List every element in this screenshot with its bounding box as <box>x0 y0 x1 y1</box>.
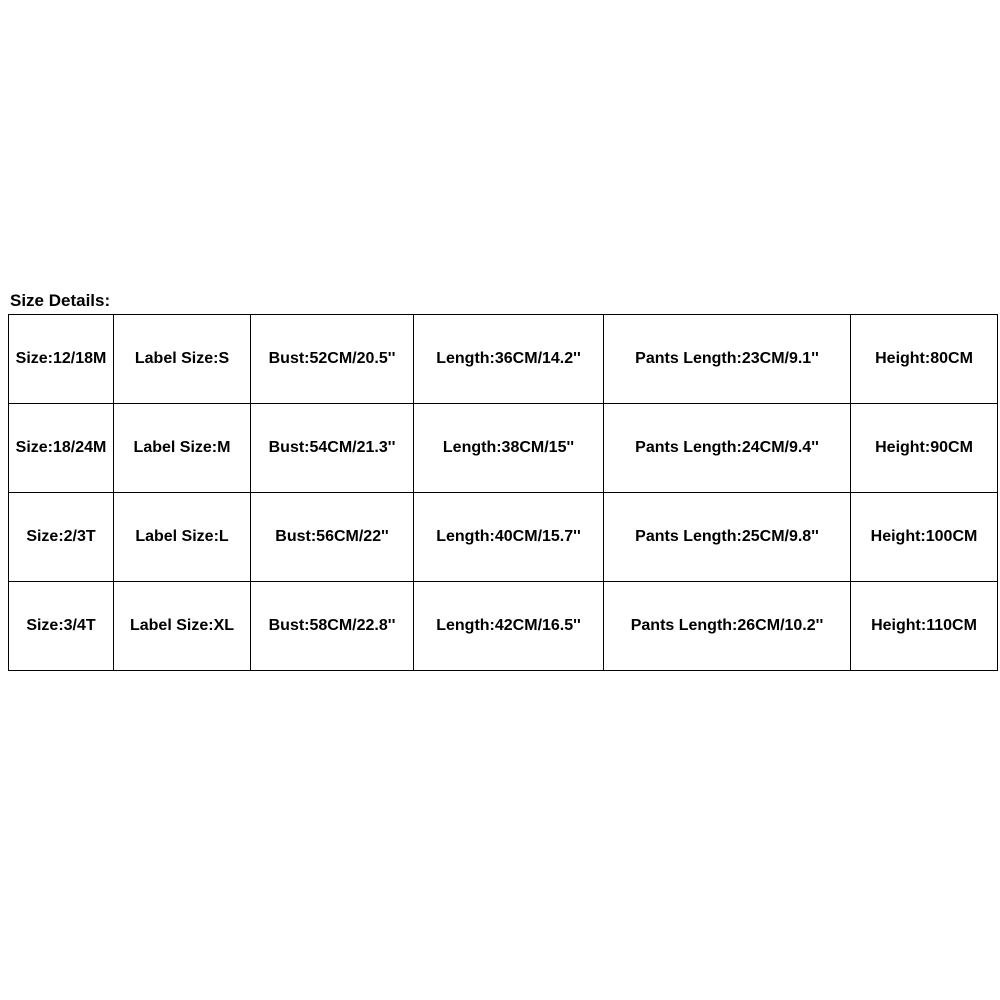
table-row <box>9 582 998 671</box>
length-cell: Length:36CM/14.2'' <box>414 315 604 404</box>
size-chart-table <box>8 314 998 671</box>
label-size-cell: Label Size:XL <box>114 582 251 671</box>
label-size-cell: Label Size:M <box>114 404 251 493</box>
table-row <box>9 404 998 493</box>
height-cell: Height:80CM <box>851 315 998 404</box>
height-cell: Height:110CM <box>851 582 998 671</box>
length-cell: Length:38CM/15'' <box>414 404 604 493</box>
bust-cell: Bust:56CM/22'' <box>251 493 414 582</box>
pants-length-cell: Pants Length:24CM/9.4'' <box>604 404 851 493</box>
size-cell: Size:2/3T <box>9 493 114 582</box>
bust-cell: Bust:58CM/22.8'' <box>251 582 414 671</box>
pants-length-cell: Pants Length:23CM/9.1'' <box>604 315 851 404</box>
table-row <box>9 493 998 582</box>
size-cell: Size:3/4T <box>9 582 114 671</box>
label-size-cell: Label Size:S <box>114 315 251 404</box>
bust-cell: Bust:54CM/21.3'' <box>251 404 414 493</box>
pants-length-cell: Pants Length:25CM/9.8'' <box>604 493 851 582</box>
length-cell: Length:40CM/15.7'' <box>414 493 604 582</box>
size-details-heading: Size Details: <box>10 291 111 310</box>
size-cell: Size:18/24M <box>9 404 114 493</box>
length-cell: Length:42CM/16.5'' <box>414 582 604 671</box>
label-size-cell: Label Size:L <box>114 493 251 582</box>
height-cell: Height:90CM <box>851 404 998 493</box>
table-row <box>9 315 998 404</box>
bust-cell: Bust:52CM/20.5'' <box>251 315 414 404</box>
height-cell: Height:100CM <box>851 493 998 582</box>
size-cell: Size:12/18M <box>9 315 114 404</box>
pants-length-cell: Pants Length:26CM/10.2'' <box>604 582 851 671</box>
